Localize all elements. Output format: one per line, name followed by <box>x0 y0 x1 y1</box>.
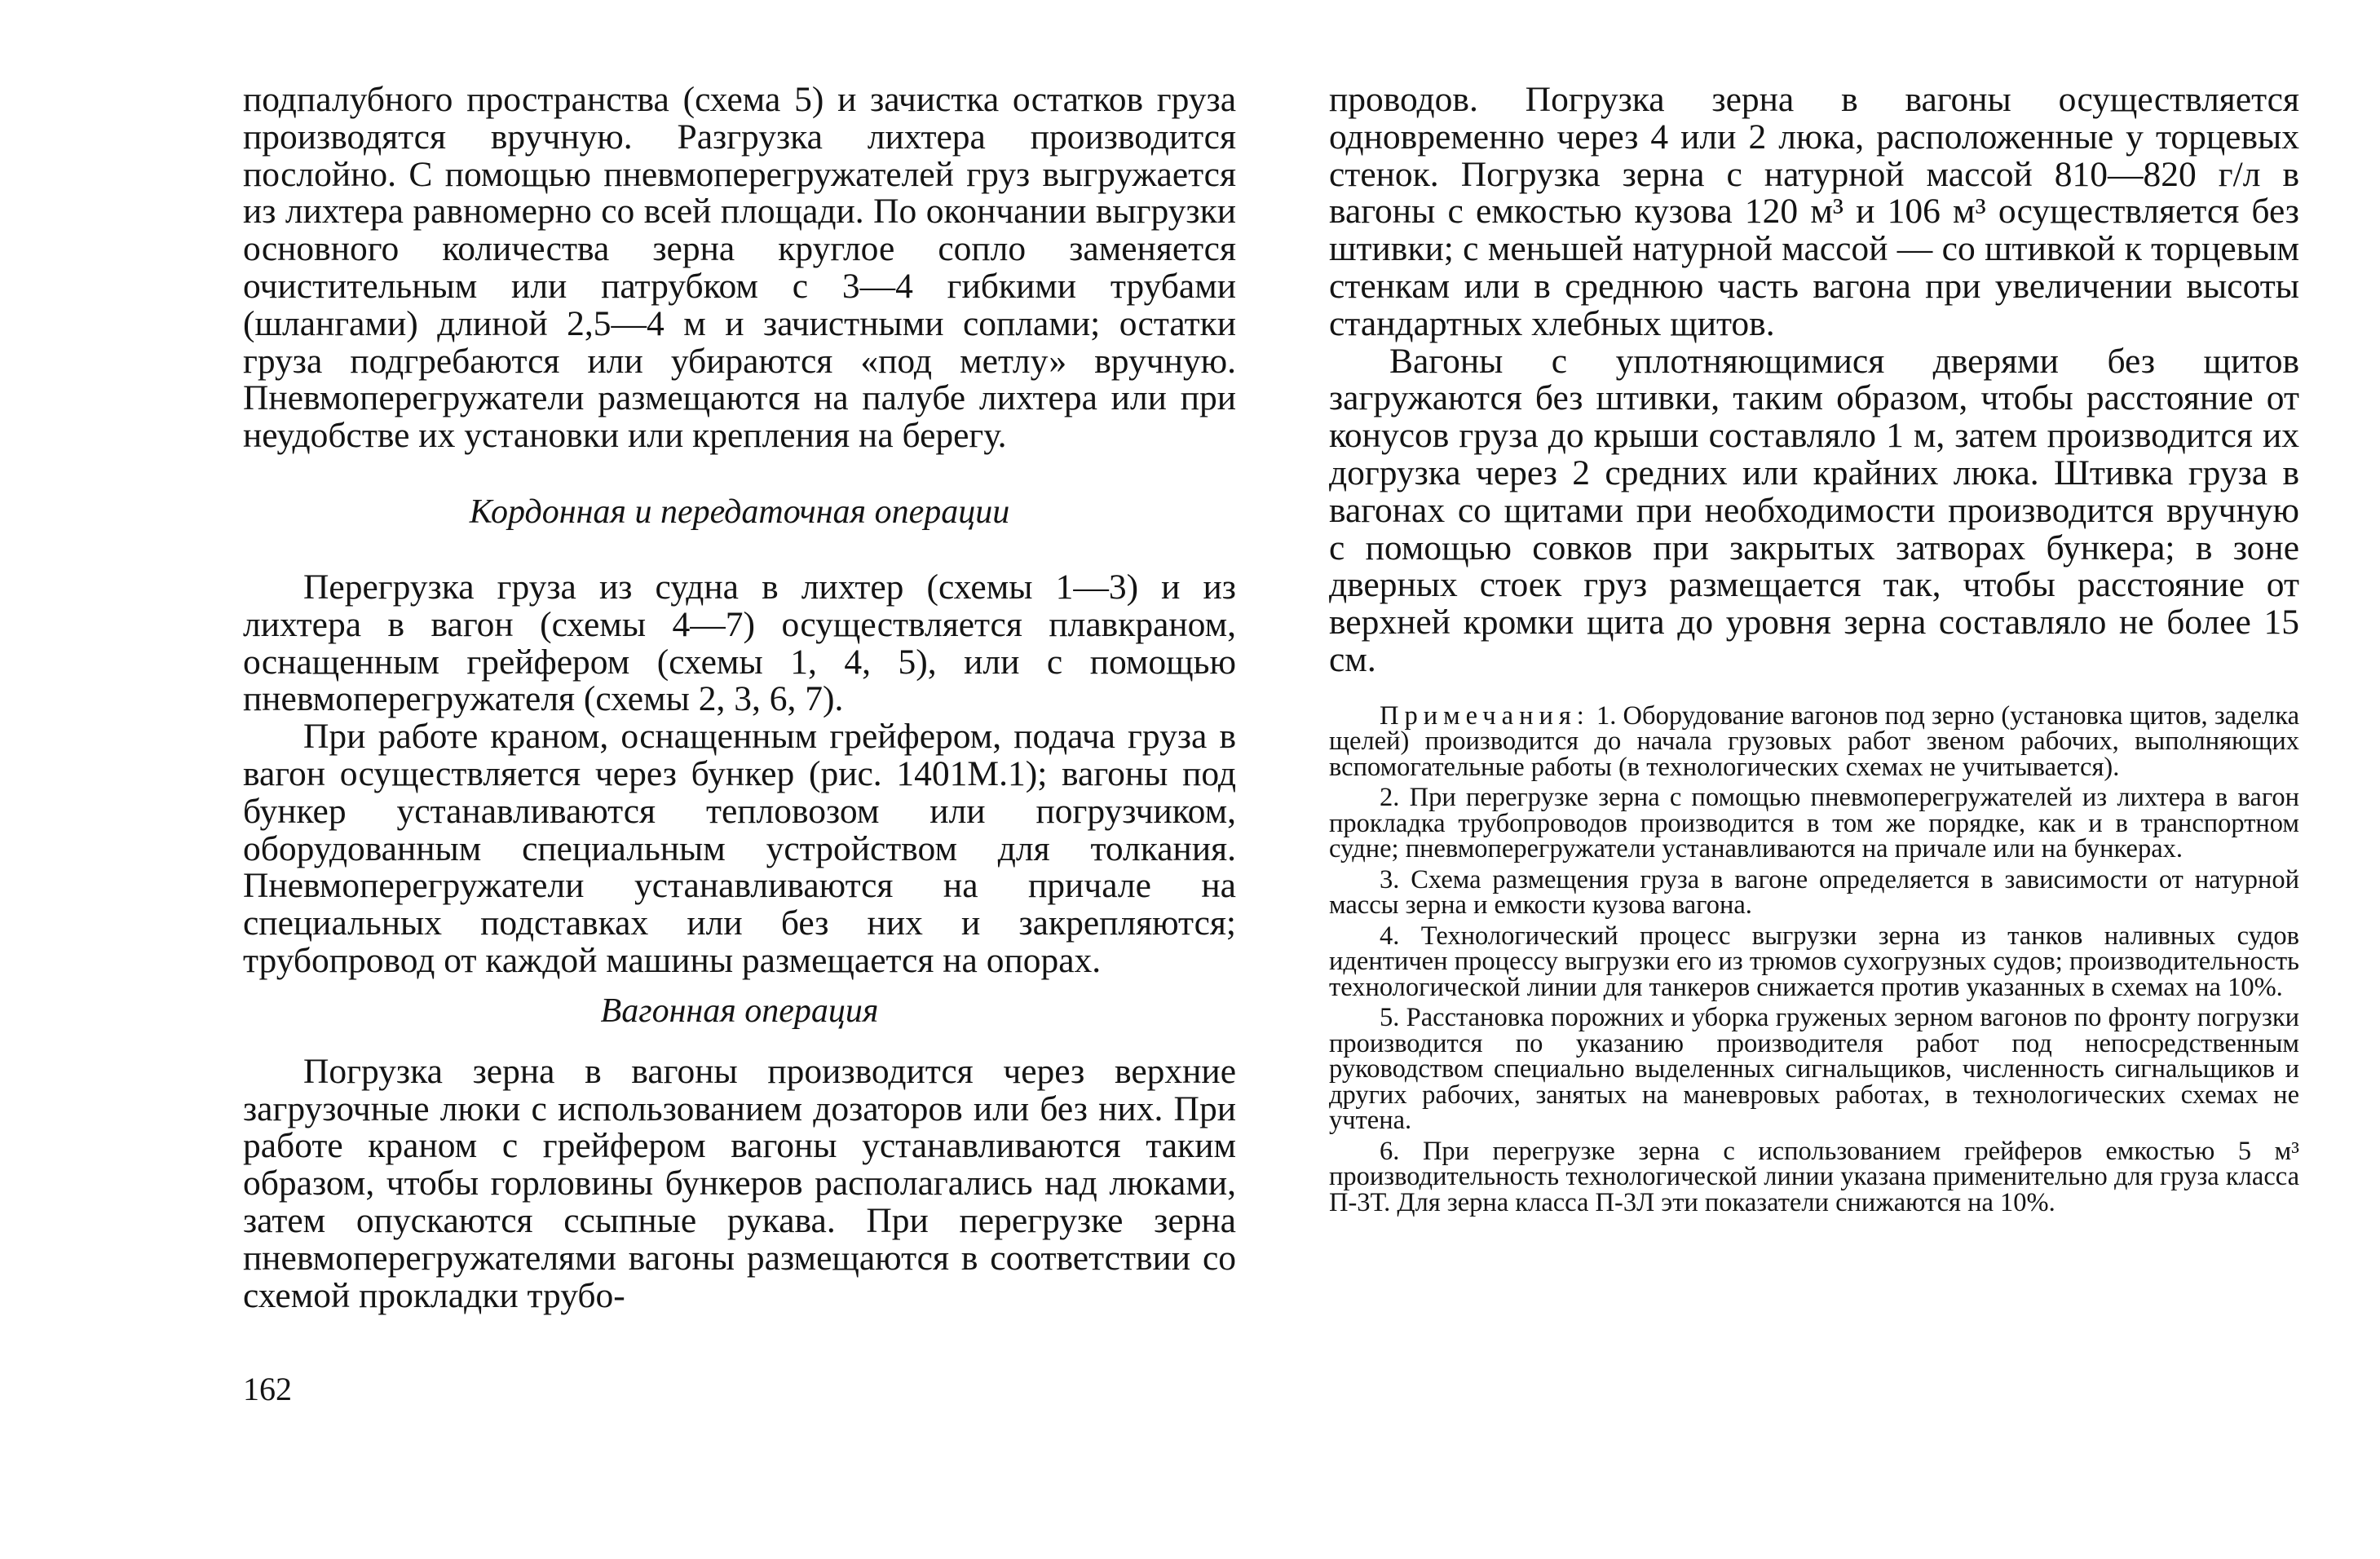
left-paragraph-1: подпалубного пространства (схема 5) и зачистка остатков груза производятся вручную. Разгрузка лихтера производится послойно. С помощью пневмоперегружателей груз выгружается из лихтера равномерно со всей площади. По окончании выгрузки основного количества зерна круглое сопло заменяется очистительным или патрубком с 3—4 гибкими трубами (шлангами) длиной 2,5—4 м и зачистными соплами; остатки груза подгребаются или убираются «под метлу» вручную. Пневмоперегружатели размещаются на палубе лихтера или при неудобстве их установки или крепления на берегу. <box>243 80 1236 456</box>
heading-kordon-operation: Кордонная и передаточная операции <box>469 492 1010 531</box>
left-paragraph-4: Погрузка зерна в вагоны производится через верхние загрузочные люки с использованием дозаторов или без них. При работе краном с грейфером вагоны устанавливаются таким образом, чтобы горловины бункеров располагались над люками, затем опускаются ссыпные рукава. При перегрузке зерна пневмоперегружателями вагоны размещаются в соответствии со схемой прокладки трубо- <box>243 1051 1236 1315</box>
page-number: 162 <box>243 1371 292 1407</box>
note-1-text: 1. Оборудование вагонов под зерно (установка щитов, заделка щелей) производится до начала грузовых работ звеном рабочих, выполняющих вспомогательные работы (в технологических схемах не учитывается). <box>1329 700 2299 782</box>
note-4: 4. Технологический процесс выгрузки зерна из танков наливных судов идентичен процессу выгрузки его из трюмов сухогрузных судов; производительность технологической линии для танкеров снижается против указанных в схемах на 10%. <box>1329 921 2299 1002</box>
note-2: 2. При перегрузке зерна с помощью пневмоперегружателей из лихтера в вагон прокладка трубопроводов производится в том же порядке, как и в транспортном судне; пневмоперегружатели устанавливаются на причале или на бункерах. <box>1329 783 2299 864</box>
heading-wagon-operation: Вагонная операция <box>600 991 879 1030</box>
left-paragraph-2: Перегрузка груза из судна в лихтер (схемы 1—3) и из лихтера в вагон (схемы 4—7) осуществляется плавкраном, оснащенным грейфером (схемы 1, 4, 5), или с помощью пневмоперегружателя (схемы 2, 3, 6, 7). <box>243 567 1236 719</box>
right-page <box>1223 0 2380 1559</box>
right-paragraph-1: проводов. Погрузка зерна в вагоны осуществляется одновременно через 4 или 2 люка, расположенные у торцевых стенок. Погрузка зерна с натурной массой 810—820 г/л в вагоны с емкостью кузова 120 м³ и 106 м³ осуществляется без штивки; с меньшей натурной массой — со штивкой к торцевым стенкам или в среднюю часть вагона при увеличении высоты стандартных хлебных щитов. <box>1329 80 2299 343</box>
notes-label: Примечания: <box>1380 700 1590 731</box>
right-page-column <box>1329 82 2299 1216</box>
note-5: 5. Расстановка порожних и уборка груженых зерном вагонов по фронту погрузки производится по указанию производителя работ под непосредственным руководством специально выделенных сигнальщиков, численность сигнальщиков и других рабочих, занятых на маневровых работах, в технологических схемах не учтена. <box>1329 1003 2299 1136</box>
note-6: 6. При перегрузке зерна с использованием грейферов емкостью 5 м³ производительность технологической линии указана применительно для груза класса П-3Т. Для зерна класса П-3Л эти показатели снижаются на 10%. <box>1329 1136 2299 1217</box>
note-3: 3. Схема размещения груза в вагоне определяется в зависимости от натурной массы зерна и емкости кузова вагона. <box>1329 864 2299 921</box>
note-1 <box>1329 700 2299 782</box>
notes-spacer <box>1329 679 2299 704</box>
left-paragraph-3: При работе краном, оснащенным грейфером, подача груза в вагон осуществляется через бункер (рис. 1401М.1); вагоны под бункер устанавливаются тепловозом или погрузчиком, оборудованным специальным устройством для толкания. Пневмоперегружатели устанавливаются на причале на специальных подставках или без них и закрепляются; трубопровод от каждой машины размещается на опорах. <box>243 717 1236 980</box>
left-page-column <box>243 82 1236 1314</box>
right-paragraph-2: Вагоны с уплотняющимися дверями без щитов загружаются без штивки, таким образом, чтобы расстояние от конусов груза до крыши составляло 1 м, затем производится их догрузка через 2 средних или крайних люка. Штивка груза в вагонах со щитами при необходимости производится вручную с помощью совков при закрытых затворах бункера; в зоне дверных стоек груз размещается так, чтобы расстояние от верхней кромки щита до уровня зерна составляло не более 15 см. <box>1329 341 2299 679</box>
